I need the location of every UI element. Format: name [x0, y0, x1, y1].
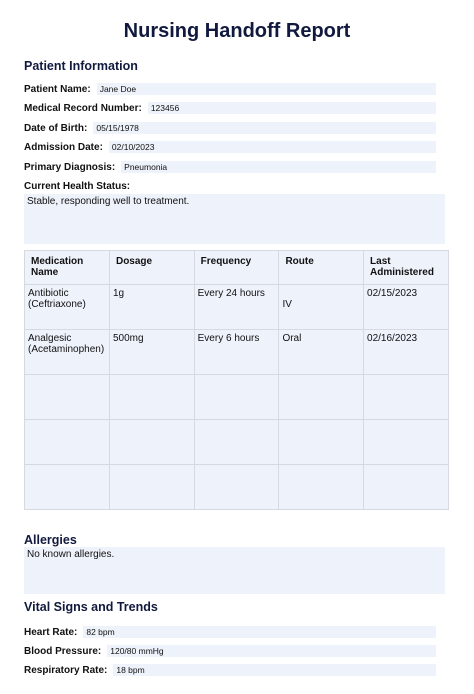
table-cell[interactable]	[194, 465, 279, 510]
column-header-medication-name: Medication Name	[25, 251, 110, 285]
heart-rate-field[interactable]: 82 bpm	[83, 626, 436, 638]
table-cell[interactable]	[25, 465, 110, 510]
medication-table	[24, 250, 449, 510]
table-cell[interactable]: Antibiotic (Ceftriaxone)	[25, 285, 110, 330]
admission-date-field[interactable]: 02/10/2023	[109, 141, 436, 153]
table-row	[25, 375, 449, 420]
medical-record-number-field[interactable]: 123456	[148, 102, 436, 114]
table-cell[interactable]: Every 6 hours	[194, 330, 279, 375]
table-cell[interactable]: Analgesic (Acetaminophen)	[25, 330, 110, 375]
table-cell[interactable]	[25, 420, 110, 465]
allergies-field[interactable]: No known allergies.	[24, 547, 445, 594]
table-cell[interactable]: 500mg	[109, 330, 194, 375]
blood-pressure-field[interactable]: 120/80 mmHg	[107, 645, 436, 657]
column-header-last-administered: Last Administered	[364, 251, 449, 285]
current-health-status-field[interactable]: Stable, responding well to treatment.	[24, 194, 445, 244]
table-row	[25, 285, 449, 330]
patient-name-row	[24, 82, 436, 96]
table-row	[25, 420, 449, 465]
table-cell[interactable]	[109, 375, 194, 420]
table-cell[interactable]	[279, 375, 364, 420]
respiratory-rate-field[interactable]: 18 bpm	[113, 664, 436, 676]
respiratory-rate-label: Respiratory Rate:	[24, 664, 108, 676]
table-cell[interactable]	[109, 420, 194, 465]
column-header-route: Route	[279, 251, 364, 285]
primary-diagnosis-field[interactable]: Pneumonia	[121, 161, 436, 173]
table-cell[interactable]: IV	[279, 285, 364, 330]
table-cell[interactable]	[194, 375, 279, 420]
respiratory-rate-row	[24, 663, 436, 677]
table-cell[interactable]	[364, 465, 449, 510]
column-header-dosage: Dosage	[109, 251, 194, 285]
table-cell[interactable]	[279, 420, 364, 465]
patient-name-field[interactable]: Jane Doe	[97, 83, 436, 95]
allergies-heading: Allergies	[24, 533, 77, 547]
table-row	[25, 465, 449, 510]
table-cell[interactable]: 02/16/2023	[364, 330, 449, 375]
table-cell[interactable]	[364, 420, 449, 465]
primary-diagnosis-row	[24, 160, 436, 174]
date-of-birth-label: Date of Birth:	[24, 122, 88, 134]
column-header-frequency: Frequency	[194, 251, 279, 285]
heart-rate-label: Heart Rate:	[24, 626, 78, 638]
table-cell[interactable]	[279, 465, 364, 510]
primary-diagnosis-label: Primary Diagnosis:	[24, 161, 116, 173]
date-of-birth-row	[24, 121, 436, 135]
vital-signs-heading: Vital Signs and Trends	[24, 600, 158, 614]
medical-record-number-label: Medical Record Number:	[24, 102, 142, 114]
medical-record-number-row	[24, 101, 436, 115]
table-cell[interactable]: 1g	[109, 285, 194, 330]
blood-pressure-row	[24, 644, 436, 658]
table-cell[interactable]: Oral	[279, 330, 364, 375]
page-title: Nursing Handoff Report	[123, 20, 351, 42]
table-cell[interactable]	[364, 375, 449, 420]
date-of-birth-field[interactable]: 05/15/1978	[93, 122, 436, 134]
blood-pressure-label: Blood Pressure:	[24, 645, 102, 657]
table-cell[interactable]	[109, 465, 194, 510]
table-cell[interactable]: Every 24 hours	[194, 285, 279, 330]
table-cell[interactable]	[25, 375, 110, 420]
patient-name-label: Patient Name:	[24, 83, 91, 95]
admission-date-label: Admission Date:	[24, 141, 103, 153]
medication-table-header	[25, 251, 449, 285]
patient-info-heading: Patient Information	[24, 59, 138, 73]
table-row	[25, 330, 449, 375]
table-cell[interactable]	[194, 420, 279, 465]
heart-rate-row	[24, 625, 436, 639]
admission-date-row	[24, 140, 436, 154]
current-health-status-label: Current Health Status:	[24, 181, 131, 192]
table-cell[interactable]: 02/15/2023	[364, 285, 449, 330]
